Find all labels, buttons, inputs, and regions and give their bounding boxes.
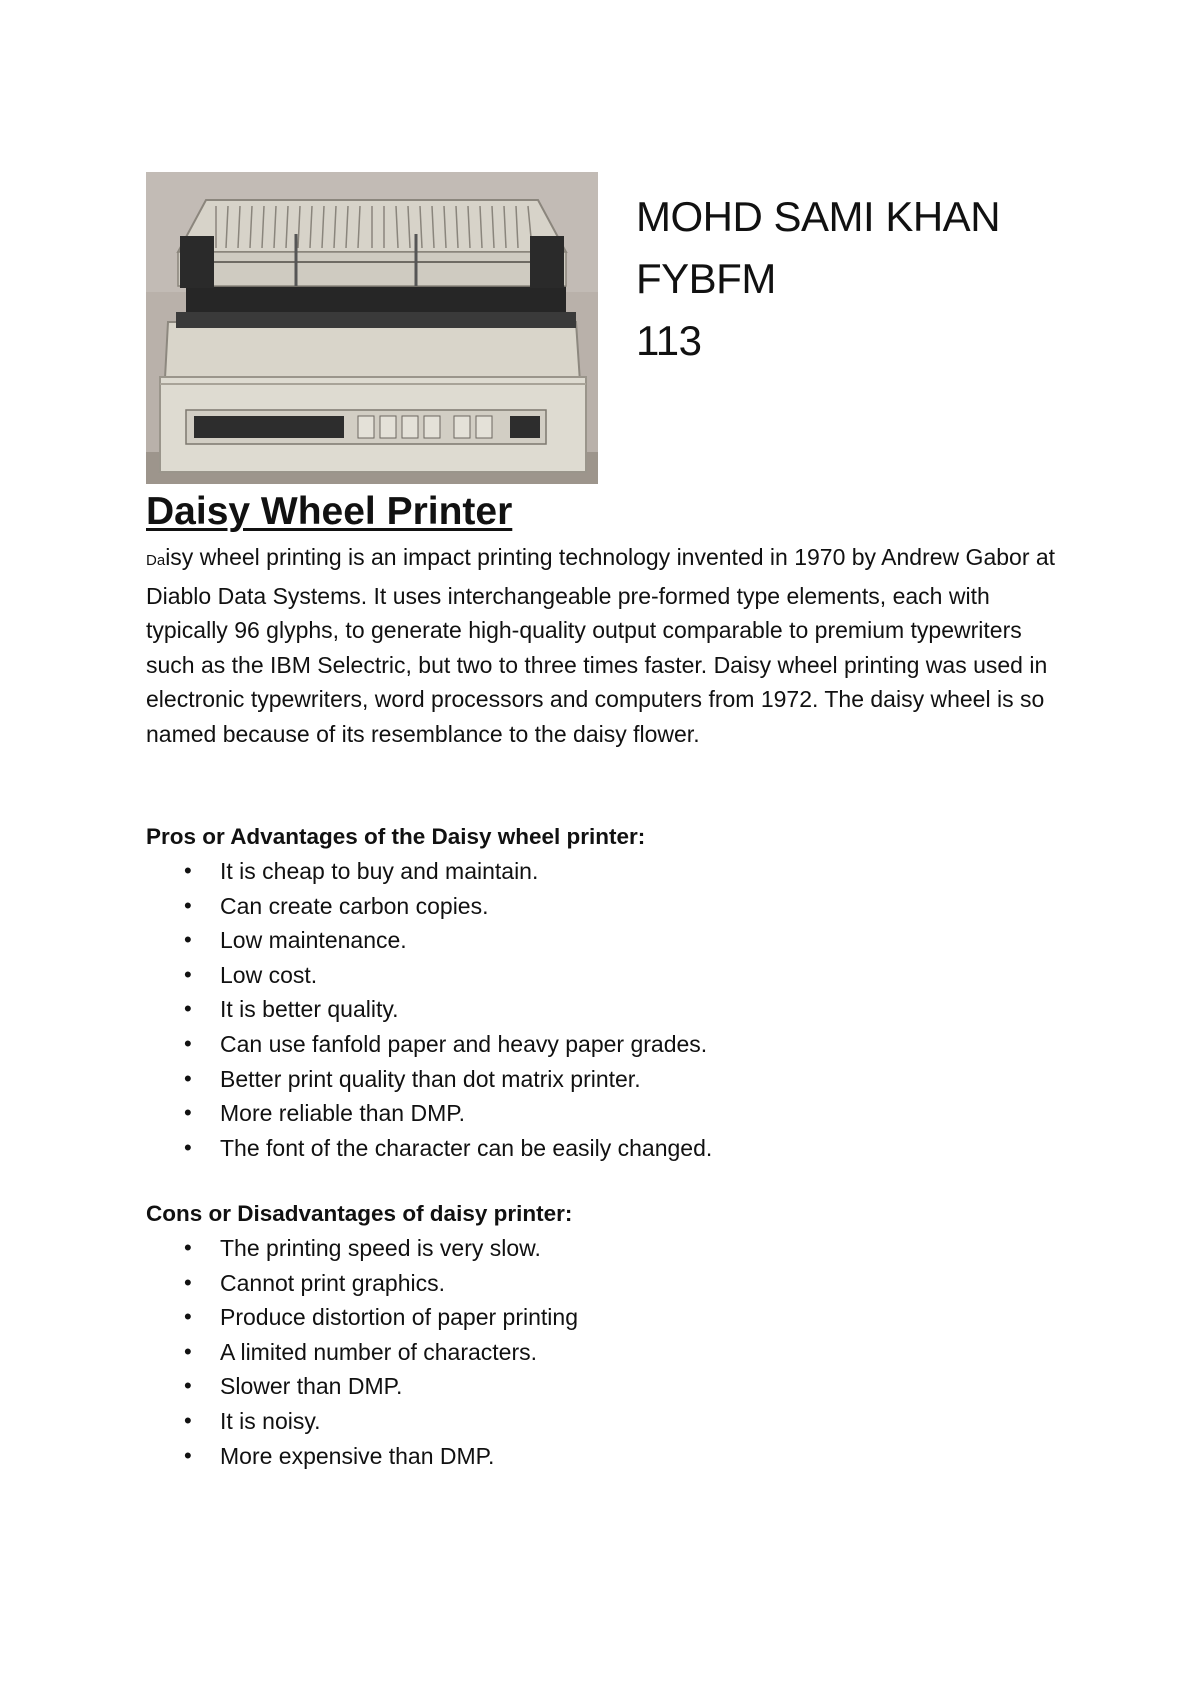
list-item: [146, 1231, 578, 1266]
list-item: [146, 1369, 578, 1404]
bullet-icon: •: [184, 927, 192, 953]
bullet-icon: •: [184, 1100, 192, 1126]
list-item-text: Low cost.: [220, 961, 318, 988]
list-item: [146, 1266, 578, 1301]
bullet-icon: •: [184, 996, 192, 1022]
list-item: [146, 958, 712, 993]
bullet-icon: •: [184, 1442, 192, 1468]
bullet-icon: •: [184, 1373, 192, 1399]
intro-paragraph: [146, 540, 1076, 752]
bullet-icon: •: [184, 1304, 192, 1330]
list-item-text: More expensive than DMP.: [220, 1442, 495, 1469]
document-title: Daisy Wheel Printer: [146, 490, 513, 533]
list-item: [146, 1335, 578, 1370]
pros-list: [146, 854, 712, 1165]
list-item-text: Cannot print graphics.: [220, 1269, 446, 1296]
list-item: [146, 923, 712, 958]
author-name: MOHD SAMI KHAN: [636, 193, 1001, 240]
list-item-text: It is noisy.: [220, 1407, 321, 1434]
printer-photo: [146, 172, 598, 484]
list-item: [146, 1027, 712, 1062]
list-item: [146, 1300, 578, 1335]
list-item-text: Produce distortion of paper printing: [220, 1304, 578, 1331]
bullet-icon: •: [184, 1134, 192, 1160]
list-item-text: It is better quality.: [220, 996, 399, 1023]
bullet-icon: •: [184, 1407, 192, 1433]
pros-heading: Pros or Advantages of the Daisy wheel printer:: [146, 824, 646, 849]
author-block: [636, 186, 1000, 372]
author-class: FYBFM: [636, 255, 776, 302]
list-item: [146, 1439, 578, 1474]
cons-heading: Cons or Disadvantages of daisy printer:: [146, 1201, 573, 1226]
list-item: [146, 1131, 712, 1166]
list-item-text: A limited number of characters.: [220, 1338, 538, 1365]
printer-illustration: [146, 172, 598, 484]
list-item-text: Can create carbon copies.: [220, 892, 489, 919]
intro-text: isy wheel printing is an impact printing technology invented in 1970 by Andrew Gabor at Diablo Data Systems. It uses interchangeable pre-formed type elements, each with typically 96 glyphs, to generate high-quality output comparable to premium typewriters such as the IBM Selectric, but two to three times faster. Daisy wheel printing was used in electronic typewriters, word processors and computers from 1972. The daisy wheel is so named because of its resemblance to the daisy flower.: [146, 544, 1056, 747]
list-item-text: Better print quality than dot matrix printer.: [220, 1065, 641, 1092]
list-item-text: It is cheap to buy and maintain.: [220, 858, 539, 884]
list-item: [146, 1404, 578, 1439]
list-item: [146, 1096, 712, 1131]
list-item-text: The font of the character can be easily changed.: [220, 1134, 713, 1161]
list-item-text: Can use fanfold paper and heavy paper grades.: [220, 1030, 708, 1057]
list-item: [146, 854, 712, 889]
intro-cap: Da: [146, 552, 166, 569]
bullet-icon: •: [184, 1338, 192, 1364]
bullet-icon: •: [184, 1030, 192, 1056]
list-item-text: The printing speed is very slow.: [220, 1235, 541, 1261]
list-item-text: More reliable than DMP.: [220, 1100, 466, 1127]
bullet-icon: •: [184, 961, 192, 987]
list-item: [146, 992, 712, 1027]
author-roll-number: 113: [636, 317, 702, 364]
list-item: [146, 1062, 712, 1097]
bullet-icon: •: [184, 1269, 192, 1295]
bullet-icon: •: [184, 1065, 192, 1091]
cons-list: [146, 1231, 578, 1473]
list-item-text: Low maintenance.: [220, 927, 407, 954]
list-item: [146, 889, 712, 924]
bullet-icon: •: [184, 892, 192, 918]
bullet-icon: •: [184, 858, 192, 883]
list-item-text: Slower than DMP.: [220, 1373, 403, 1400]
bullet-icon: •: [184, 1235, 192, 1260]
